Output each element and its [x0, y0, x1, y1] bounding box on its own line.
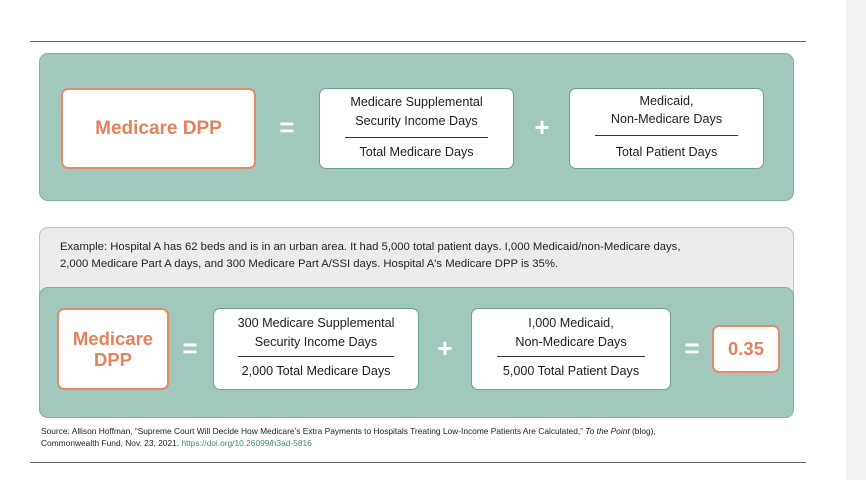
ssi-fraction-box — [319, 88, 514, 169]
source-italic-title: To the Point — [585, 426, 630, 436]
source-doi-link[interactable]: https://doi.org/10.26099/h3ad-5816 — [181, 438, 312, 448]
page-margin-strip — [846, 0, 866, 480]
bottom-rule — [30, 462, 806, 463]
medicare-dpp-label — [61, 88, 256, 169]
example-medicaid-numerator-line1: I,000 Medicaid, — [528, 316, 614, 330]
example-label-line2: DPP — [93, 349, 133, 370]
example-ssi-numerator-line2: Security Income Days — [254, 335, 378, 349]
example-medicaid-numerator-line2: Non-Medicare Days — [515, 335, 627, 349]
ssi-numerator-line2: Security Income Days — [355, 114, 478, 128]
medicaid-numerator-line1: Medicaid, — [639, 94, 694, 108]
result-value: 0.35 — [727, 338, 764, 359]
medicaid-numerator-line2: Non-Medicare Days — [610, 112, 723, 126]
top-rule — [30, 41, 806, 42]
medicaid-fraction-box — [569, 88, 764, 169]
example-ssi-fraction-box — [213, 308, 419, 390]
fraction-bar — [345, 137, 488, 138]
example-medicare-dpp-label — [57, 308, 169, 390]
equals-sign: = — [684, 333, 700, 363]
ssi-numerator-line1: Medicare Supplemental — [350, 95, 483, 109]
example-ssi-numerator-line1: 300 Medicare Supplemental — [237, 316, 395, 330]
example-text-line1: Example: Hospital A has 62 beds and is in an urban area. It had 5,000 total patient days. I,000 Medicaid/non-Medicare days, — [60, 241, 681, 253]
equals-sign: = — [279, 112, 295, 142]
source-line2: Commonwealth Fund, Nov. 23, 2021. — [41, 438, 180, 448]
fraction-bar — [497, 356, 645, 357]
example-description — [60, 239, 760, 273]
example-medicaid-fraction-box — [471, 308, 671, 390]
source-citation — [41, 425, 781, 449]
fraction-bar — [238, 356, 394, 357]
example-formula-panel — [39, 287, 794, 418]
source-suffix: (blog), — [632, 426, 656, 436]
medicaid-denominator: Total Patient Days — [615, 145, 718, 159]
example-label-line1: Medicare — [72, 328, 154, 349]
fraction-bar — [595, 135, 738, 136]
example-text-line2: 2,000 Medicare Part A days, and 300 Medicare Part A/SSI days. Hospital A's Medicare DPP is 35%. — [60, 258, 559, 270]
plus-sign: + — [437, 333, 453, 363]
equals-sign: = — [182, 333, 198, 363]
plus-sign: + — [534, 112, 550, 142]
result-box — [712, 325, 780, 373]
example-ssi-denominator: 2,000 Total Medicare Days — [241, 364, 391, 378]
medicare-dpp-label-text: Medicare DPP — [95, 117, 222, 139]
example-medicaid-denominator: 5,000 Total Patient Days — [502, 364, 640, 378]
formula-panel — [39, 53, 794, 201]
ssi-denominator: Total Medicare Days — [359, 145, 474, 159]
source-prefix: Source: Allison Hoffman, “Supreme Court Will Decide How Medicare’s Extra Payments to Hospitals Treating Low-Income Patients Are Calculated,” — [41, 426, 583, 436]
